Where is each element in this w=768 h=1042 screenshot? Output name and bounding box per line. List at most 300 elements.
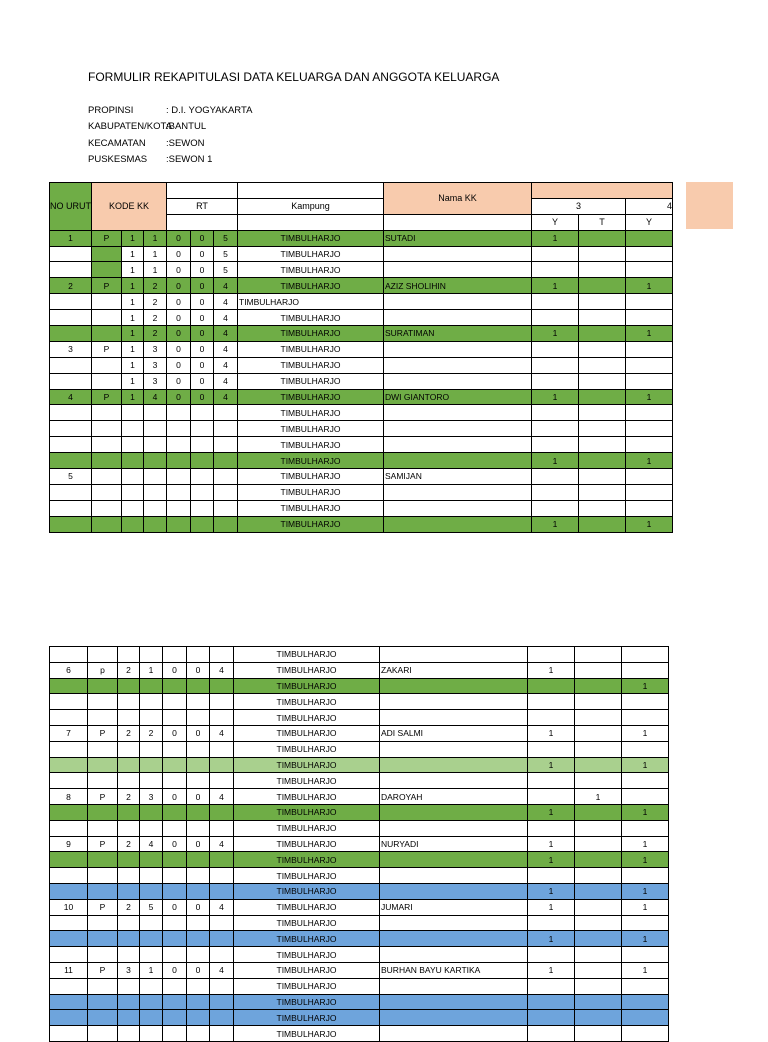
cell-3-t <box>579 516 626 532</box>
cell-kode-1: 2 <box>118 662 140 678</box>
cell-no-urut <box>50 978 88 994</box>
cell-nama-kk: AZIZ SHOLIHIN <box>384 278 532 294</box>
cell-p <box>92 500 122 516</box>
cell-kampung: TIMBULHARJO <box>234 757 380 773</box>
cell-no-urut <box>50 647 88 663</box>
cell-3-t <box>579 262 626 278</box>
cell-kode-1: 1 <box>122 341 144 357</box>
cell-rt-1 <box>167 421 191 437</box>
table-row <box>50 947 669 963</box>
cell-rt-1: 0 <box>163 962 187 978</box>
cell-kode-2 <box>140 647 163 663</box>
cell-3-t <box>579 453 626 469</box>
cell-kode-1 <box>122 484 144 500</box>
cell-4-y <box>622 789 669 805</box>
cell-rt-1 <box>163 994 187 1010</box>
cell-no-urut <box>50 757 88 773</box>
cell-rt-3: 4 <box>210 899 234 915</box>
cell-no-urut <box>50 883 88 899</box>
cell-no-urut: 7 <box>50 725 88 741</box>
cell-nama-kk <box>380 694 528 710</box>
cell-4-y: 1 <box>622 757 669 773</box>
cell-kode-1: 2 <box>118 725 140 741</box>
cell-rt-2 <box>191 405 214 421</box>
cell-rt-1: 0 <box>167 326 191 342</box>
cell-p: P <box>88 899 118 915</box>
cell-kampung: TIMBULHARJO <box>238 421 384 437</box>
cell-3-t <box>575 852 622 868</box>
table-row <box>50 820 669 836</box>
cell-3-y <box>528 773 575 789</box>
cell-no-urut <box>50 326 92 342</box>
cell-rt-1 <box>163 678 187 694</box>
table-row <box>50 931 669 947</box>
cell-rt-3 <box>210 978 234 994</box>
cell-3-t <box>575 931 622 947</box>
cell-nama-kk <box>384 516 532 532</box>
cell-4-y <box>626 373 673 389</box>
cell-rt-1 <box>163 852 187 868</box>
meta-label: KECAMATAN <box>88 137 146 149</box>
cell-rt-1 <box>163 915 187 931</box>
cell-rt-2: 0 <box>191 357 214 373</box>
table-row <box>50 725 669 741</box>
cell-kampung: TIMBULHARJO <box>238 357 384 373</box>
cell-rt-2 <box>191 437 214 453</box>
table-row <box>50 647 669 663</box>
cell-nama-kk <box>380 978 528 994</box>
data-table-1 <box>49 182 673 533</box>
cell-rt-3 <box>210 994 234 1010</box>
cell-4-y <box>622 1010 669 1026</box>
cell-kode-1: 1 <box>122 389 144 405</box>
cell-3-t <box>579 437 626 453</box>
cell-p <box>92 310 122 326</box>
cell-rt-2: 0 <box>187 899 210 915</box>
cell-rt-2 <box>187 741 210 757</box>
cell-kode-2 <box>144 453 167 469</box>
cell-3-y <box>532 262 579 278</box>
cell-kode-2 <box>140 978 163 994</box>
cell-rt-2 <box>187 883 210 899</box>
table-row <box>50 773 669 789</box>
cell-rt-3: 4 <box>210 789 234 805</box>
table-row <box>50 437 673 453</box>
header-no-urut: NO URUT <box>50 183 92 231</box>
cell-kode-2 <box>140 741 163 757</box>
cell-4-y <box>622 647 669 663</box>
cell-3-t <box>575 899 622 915</box>
cell-kode-2 <box>140 694 163 710</box>
cell-rt-2 <box>187 1010 210 1026</box>
cell-3-t <box>579 230 626 246</box>
cell-no-urut <box>50 1026 88 1042</box>
table-row <box>50 1026 669 1042</box>
cell-p <box>92 437 122 453</box>
cell-kampung: TIMBULHARJO <box>234 710 380 726</box>
cell-4-y <box>626 437 673 453</box>
cell-4-y <box>626 310 673 326</box>
cell-kode-2 <box>144 469 167 485</box>
cell-nama-kk <box>380 883 528 899</box>
cell-kampung: TIMBULHARJO <box>234 662 380 678</box>
cell-no-urut <box>50 373 92 389</box>
cell-nama-kk: ADI SALMI <box>380 725 528 741</box>
cell-rt-1 <box>167 484 191 500</box>
cell-3-y <box>532 310 579 326</box>
cell-3-y <box>532 357 579 373</box>
cell-4-y <box>626 341 673 357</box>
cell-rt-3 <box>214 469 238 485</box>
cell-kampung: TIMBULHARJO <box>238 373 384 389</box>
cell-kampung: TIMBULHARJO <box>234 789 380 805</box>
cell-kode-1 <box>118 710 140 726</box>
cell-p: p <box>88 662 118 678</box>
cell-no-urut <box>50 1010 88 1026</box>
cell-4-y: 1 <box>626 326 673 342</box>
cell-3-y: 1 <box>532 278 579 294</box>
cell-kampung: TIMBULHARJO <box>238 262 384 278</box>
cell-4-y: 1 <box>626 516 673 532</box>
cell-4-y: 1 <box>622 883 669 899</box>
cell-kampung: TIMBULHARJO <box>238 246 384 262</box>
cell-p: P <box>88 725 118 741</box>
cell-3-t <box>575 883 622 899</box>
cell-kampung: TIMBULHARJO <box>238 516 384 532</box>
cell-kode-2: 1 <box>140 662 163 678</box>
cell-4-y <box>626 262 673 278</box>
cell-rt-3: 4 <box>214 389 238 405</box>
cell-nama-kk <box>384 453 532 469</box>
cell-rt-3 <box>210 947 234 963</box>
cell-kampung: TIMBULHARJO <box>238 500 384 516</box>
cell-kampung: TIMBULHARJO <box>234 947 380 963</box>
cell-nama-kk <box>380 647 528 663</box>
table-row <box>50 804 669 820</box>
header-y: Y <box>626 214 673 230</box>
cell-rt-3 <box>214 421 238 437</box>
cell-rt-3 <box>214 500 238 516</box>
cell-rt-2 <box>187 694 210 710</box>
cell-3-t <box>575 868 622 884</box>
cell-rt-3: 4 <box>210 662 234 678</box>
cell-4-y <box>622 694 669 710</box>
table-row <box>50 678 669 694</box>
cell-kode-1 <box>122 516 144 532</box>
cell-p: P <box>92 341 122 357</box>
cell-rt-2: 0 <box>191 373 214 389</box>
cell-4-y <box>626 469 673 485</box>
cell-no-urut: 10 <box>50 899 88 915</box>
header-blank <box>238 183 384 199</box>
cell-rt-1 <box>163 694 187 710</box>
cell-3-t <box>579 357 626 373</box>
cell-nama-kk <box>384 341 532 357</box>
cell-p <box>88 710 118 726</box>
table-row <box>50 453 673 469</box>
cell-nama-kk <box>380 710 528 726</box>
cell-kampung: TIMBULHARJO <box>234 883 380 899</box>
meta-value: :SEWON <box>166 137 205 149</box>
cell-3-t <box>579 341 626 357</box>
cell-nama-kk <box>384 246 532 262</box>
cell-no-urut: 9 <box>50 836 88 852</box>
cell-3-y <box>528 868 575 884</box>
cell-nama-kk <box>380 915 528 931</box>
cell-kampung: TIMBULHARJO <box>238 278 384 294</box>
cell-p <box>92 246 122 262</box>
cell-kampung: TIMBULHARJO <box>234 694 380 710</box>
cell-kode-1: 1 <box>122 294 144 310</box>
cell-rt-3 <box>210 820 234 836</box>
cell-3-y: 1 <box>528 852 575 868</box>
cell-kode-2 <box>144 500 167 516</box>
cell-kode-2 <box>140 773 163 789</box>
cell-3-t <box>579 246 626 262</box>
cell-4-y <box>622 773 669 789</box>
table-row <box>50 852 669 868</box>
cell-no-urut <box>50 931 88 947</box>
table-row <box>50 1010 669 1026</box>
page-title: FORMULIR REKAPITULASI DATA KELUARGA DAN ANGGOTA KELUARGA <box>88 70 500 84</box>
cell-4-y <box>622 994 669 1010</box>
header-peach-top <box>532 183 673 199</box>
cell-kode-1 <box>122 469 144 485</box>
cell-kode-1: 1 <box>122 230 144 246</box>
cell-3-t <box>579 484 626 500</box>
cell-kode-1 <box>118 694 140 710</box>
cell-rt-2 <box>191 421 214 437</box>
cell-rt-3: 4 <box>214 341 238 357</box>
cell-4-y <box>622 820 669 836</box>
cell-kode-1: 1 <box>122 262 144 278</box>
cell-3-t <box>575 647 622 663</box>
cell-p <box>88 804 118 820</box>
cell-3-t <box>575 820 622 836</box>
cell-4-y: 1 <box>626 453 673 469</box>
cell-rt-3 <box>214 437 238 453</box>
cell-4-y <box>622 1026 669 1042</box>
cell-nama-kk <box>384 310 532 326</box>
cell-kode-2 <box>140 852 163 868</box>
cell-nama-kk <box>380 1026 528 1042</box>
cell-kode-1 <box>118 994 140 1010</box>
cell-rt-1 <box>163 931 187 947</box>
header-blank <box>384 214 532 230</box>
cell-3-y <box>532 373 579 389</box>
table-row <box>50 230 673 246</box>
cell-3-t <box>575 1010 622 1026</box>
cell-3-t <box>579 294 626 310</box>
table-row <box>50 500 673 516</box>
cell-kode-2 <box>144 421 167 437</box>
cell-p: P <box>92 278 122 294</box>
cell-rt-2 <box>191 453 214 469</box>
cell-p <box>88 773 118 789</box>
cell-p <box>88 678 118 694</box>
cell-rt-2 <box>191 500 214 516</box>
cell-rt-1: 0 <box>167 262 191 278</box>
cell-kode-2: 1 <box>144 230 167 246</box>
cell-kode-2 <box>140 1010 163 1026</box>
cell-rt-1: 0 <box>163 725 187 741</box>
cell-3-t <box>575 962 622 978</box>
cell-3-y: 1 <box>528 962 575 978</box>
cell-no-urut <box>50 246 92 262</box>
cell-kode-1 <box>118 931 140 947</box>
cell-nama-kk <box>380 757 528 773</box>
cell-3-y <box>528 947 575 963</box>
cell-nama-kk <box>384 294 532 310</box>
cell-no-urut: 6 <box>50 662 88 678</box>
cell-nama-kk <box>380 852 528 868</box>
cell-no-urut <box>50 437 92 453</box>
cell-kode-1 <box>118 868 140 884</box>
cell-nama-kk: JUMARI <box>380 899 528 915</box>
meta-value: :BANTUL <box>166 121 207 133</box>
cell-3-t <box>575 915 622 931</box>
cell-p <box>88 1026 118 1042</box>
table-row <box>50 326 673 342</box>
cell-nama-kk: DAROYAH <box>380 789 528 805</box>
cell-kampung: TIMBULHARJO <box>234 915 380 931</box>
cell-kampung: TIMBULHARJO <box>234 678 380 694</box>
meta-row-puskesmas <box>88 152 252 168</box>
cell-kampung: TIMBULHARJO <box>238 326 384 342</box>
cell-3-y: 1 <box>532 453 579 469</box>
cell-4-y: 1 <box>626 389 673 405</box>
cell-nama-kk <box>384 500 532 516</box>
cell-rt-1 <box>163 1026 187 1042</box>
cell-nama-kk <box>384 437 532 453</box>
cell-rt-3: 4 <box>214 294 238 310</box>
cell-kampung: TIMBULHARJO <box>234 1026 380 1042</box>
cell-4-y <box>622 947 669 963</box>
cell-4-y <box>622 978 669 994</box>
cell-no-urut <box>50 994 88 1010</box>
cell-kampung: TIMBULHARJO <box>234 868 380 884</box>
cell-p <box>92 469 122 485</box>
cell-rt-2: 0 <box>191 341 214 357</box>
meta-label: PROPINSI <box>88 105 134 116</box>
cell-nama-kk <box>380 994 528 1010</box>
table-row <box>50 694 669 710</box>
cell-rt-2 <box>187 804 210 820</box>
cell-rt-3: 4 <box>210 962 234 978</box>
cell-kampung: TIMBULHARJO <box>234 899 380 915</box>
table-row <box>50 405 673 421</box>
cell-kampung: TIMBULHARJO <box>234 820 380 836</box>
cell-nama-kk <box>380 868 528 884</box>
cell-kode-1 <box>122 421 144 437</box>
cell-rt-3 <box>210 1026 234 1042</box>
cell-rt-3 <box>210 647 234 663</box>
cell-3-y: 1 <box>532 230 579 246</box>
data-table-2 <box>49 646 669 1042</box>
cell-3-y <box>532 437 579 453</box>
cell-kode-1 <box>118 804 140 820</box>
table-row <box>50 278 673 294</box>
cell-kode-2 <box>144 437 167 453</box>
cell-rt-2 <box>187 978 210 994</box>
table-row <box>50 899 669 915</box>
cell-kampung: TIMBULHARJO <box>234 962 380 978</box>
cell-4-y <box>626 246 673 262</box>
cell-kode-2: 1 <box>140 962 163 978</box>
cell-rt-3 <box>210 694 234 710</box>
cell-3-y: 1 <box>528 899 575 915</box>
cell-p: P <box>92 389 122 405</box>
table-1-header <box>50 183 673 231</box>
cell-kode-2: 4 <box>140 836 163 852</box>
cell-rt-1: 0 <box>167 310 191 326</box>
cell-rt-1: 0 <box>167 278 191 294</box>
cell-nama-kk: NURYADI <box>380 836 528 852</box>
cell-rt-3: 4 <box>210 725 234 741</box>
cell-no-urut <box>50 915 88 931</box>
cell-rt-1 <box>163 757 187 773</box>
cell-rt-2: 0 <box>191 230 214 246</box>
cell-rt-3 <box>210 883 234 899</box>
cell-rt-3 <box>210 757 234 773</box>
cell-3-t <box>575 978 622 994</box>
cell-rt-3: 4 <box>214 310 238 326</box>
cell-p <box>92 405 122 421</box>
cell-kode-2 <box>140 804 163 820</box>
cell-rt-1: 0 <box>167 294 191 310</box>
cell-rt-2: 0 <box>187 789 210 805</box>
cell-4-y <box>622 915 669 931</box>
cell-kode-2: 2 <box>144 310 167 326</box>
cell-3-y <box>528 978 575 994</box>
cell-nama-kk <box>384 405 532 421</box>
cell-3-y <box>532 246 579 262</box>
cell-p <box>88 978 118 994</box>
cell-3-y <box>528 994 575 1010</box>
cell-3-y <box>532 294 579 310</box>
cell-3-y <box>528 678 575 694</box>
cell-no-urut <box>50 694 88 710</box>
cell-p <box>88 757 118 773</box>
cell-4-y <box>626 294 673 310</box>
cell-rt-2 <box>187 852 210 868</box>
cell-p <box>92 357 122 373</box>
table-row <box>50 262 673 278</box>
cell-4-y <box>622 710 669 726</box>
cell-p <box>92 262 122 278</box>
cell-4-y <box>626 421 673 437</box>
cell-4-y <box>622 741 669 757</box>
cell-4-y <box>626 500 673 516</box>
cell-rt-3 <box>210 868 234 884</box>
table-row <box>50 662 669 678</box>
cell-no-urut: 2 <box>50 278 92 294</box>
cell-rt-2: 0 <box>187 836 210 852</box>
cell-rt-1 <box>163 820 187 836</box>
cell-3-t <box>579 469 626 485</box>
cell-kampung: TIMBULHARJO <box>238 294 384 310</box>
cell-kampung: TIMBULHARJO <box>234 741 380 757</box>
cell-nama-kk <box>384 373 532 389</box>
cell-rt-3: 4 <box>214 357 238 373</box>
cell-kampung: TIMBULHARJO <box>234 773 380 789</box>
cell-no-urut <box>50 453 92 469</box>
cell-3-y: 1 <box>528 662 575 678</box>
cell-4-y <box>626 357 673 373</box>
cell-rt-1 <box>167 437 191 453</box>
cell-rt-1 <box>163 710 187 726</box>
cell-kode-1 <box>118 883 140 899</box>
